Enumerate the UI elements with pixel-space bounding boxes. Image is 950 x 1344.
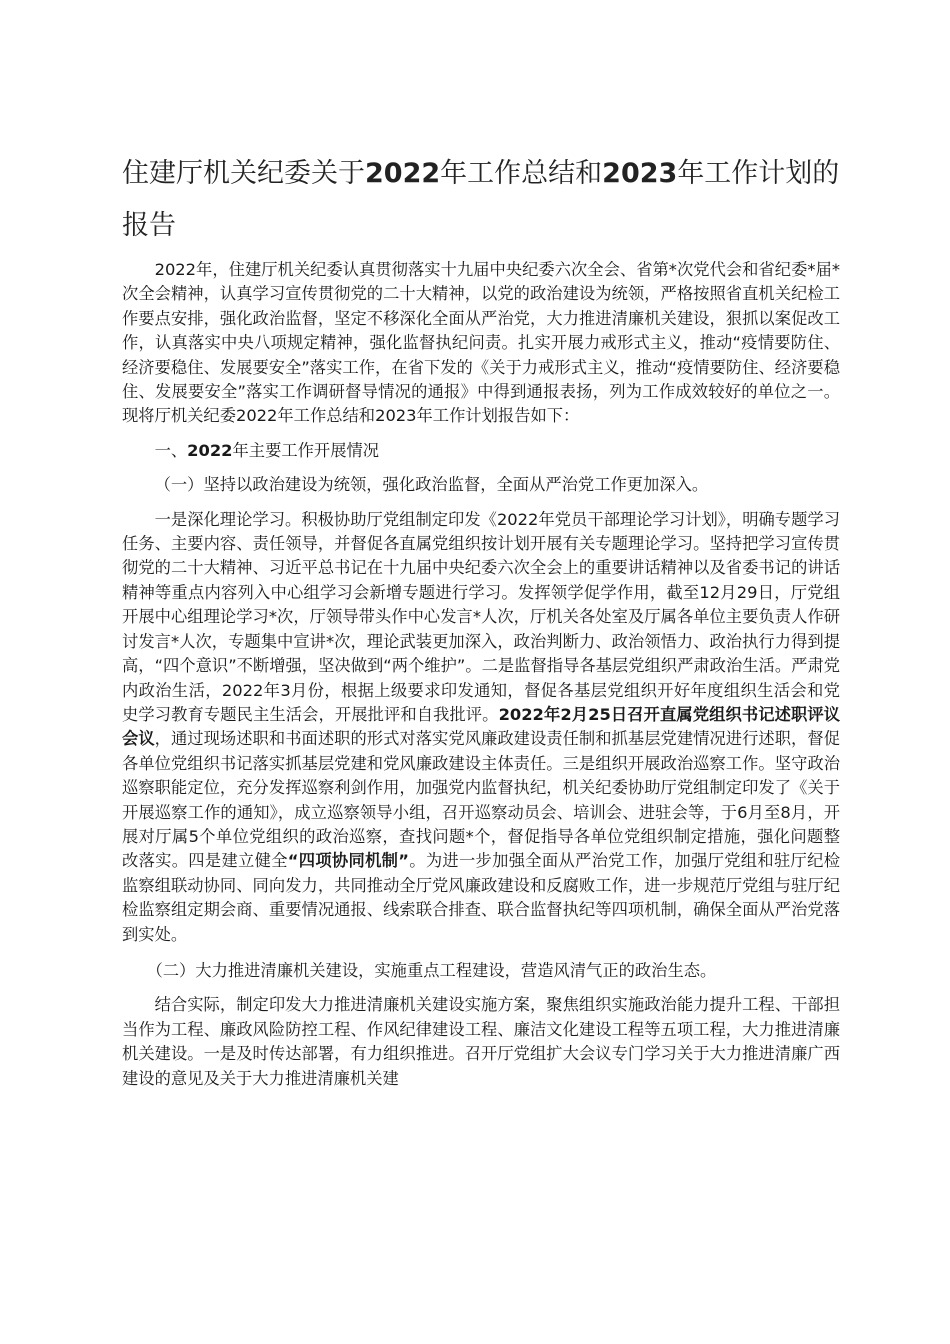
title-year-2022: 2022 bbox=[365, 158, 441, 189]
subsection-1-text-b: 2022年2月25日召开直属党组织书记述职评议会议 bbox=[122, 704, 840, 749]
subsection-2-paragraph: 结合实际，制定印发大力推进清廉机关建设实施方案，聚焦组织实施政治能力提升工程、干部担当作为工程、廉政风险防控工程、作风纪律建设工程、廉洁文化建设工程等五项工程，大力推进清廉机关建设。一是及时传达部署，有力组织推进。召开厅党组扩大会议专门学习关于大力推进清廉广西建设的意见及关于大力推进清廉机关建 bbox=[122, 995, 840, 1088]
subsection-1-paragraph bbox=[122, 508, 840, 947]
intro-paragraph: 2022年，住建厅机关纪委认真贯彻落实十九届中央纪委六次全会、省第*次党代会和省纪委*届*次全会精神，认真学习宣传贯彻党的二十大精神，以党的政治建设为统领，严格按照省直机关纪检工作要点安排，强化政治监督，坚定不移深化全面从严治党，大力推进清廉机关建设，狠抓以案促改工作，认真落实中央八项规定精神，强化监督执纪问责。扎实开展力戒形式主义，推动“疫情要防住、经济要稳住、发展要安全”落实工作，在省下发的《关于力戒形式主义，推动“疫情要防住、经济要稳住、发展要安全”落实工作调研督导情况的通报》中得到通报表扬，列为工作成效较好的单位之一。现将厅机关纪委2022年工作总结和2023年工作计划报告如下： bbox=[122, 260, 840, 426]
subsection-1-text-c: ，通过现场述职和书面述职的形式对落实党风廉政建设责任制和抓基层党建情况进行述职，督促各单位党组织书记落实抓基层党建和党风廉政建设主体责任。三是组织开展政治巡察工作。坚守政治巡察职能定位，充分发挥巡察利剑作用，加强党内监督执纪，机关纪委协助厅党组制定印发了《关于开展巡察工作的通知》，成立巡察领导小组，召开巡察动员会、培训会、进驻会等，于6月至8月，开展对厅属5个单位党组织的政治巡察，查找问题*个，督促指导各单位党组织制定措施，强化问题整改落实。四是建立健全 bbox=[122, 729, 840, 871]
subsection-1-text-e: 。为进一步加强全面从严治党工作，加强厅党组和驻厅纪检监察组联动协同、同向发力，共同推动全厅党风廉政建设和反腐败工作，进一步规范厅党组与驻厅纪检监察组定期会商、重要情况通报、线索联合排查、联合监督执纪等四项机制，确保全面从严治党落到实处。 bbox=[122, 851, 840, 944]
subsection-1-text-a: 一是深化理论学习。积极协助厅党组制定印发《2022年党员干部理论学习计划》，明确专题学习任务、主要内容、责任领导，并督促各直属党组织按计划开展有关专题理论学习。坚持把学习宣传贯彻党的二十大精神、习近平总书记在十九届中央纪委六次全会上的重要讲话精神以及省委书记的讲话精神等重点内容列入中心组学习会新增专题进行学习。发挥领学促学作用，截至12月29日，厅党组开展中心组理论学习*次，厅领导带头作中心发言*人次，厅机关各处室及厅属各单位主要负责人作研讨发言*人次，专题集中宣讲*次，理论武装更加深入，政治判断力、政治领悟力、政治执行力得到提高，“四个意识”不断增强，坚决做到“两个维护”。二是监督指导各基层党组织严肃政治生活。严肃党内政治生活，2022年3月份，根据上级要求印发通知，督促各基层党组织开好年度组织生活会和党史学习教育专题民主生活会，开展批评和自我批评。 bbox=[122, 509, 840, 724]
title-part-3: 年工作计划的报告 bbox=[122, 158, 840, 241]
subsection-2-heading: （二）大力推进清廉机关建设，实施重点工程建设，营造风清气正的政治生态。 bbox=[146, 960, 717, 980]
title-year-2023: 2023 bbox=[602, 158, 678, 189]
subsection-1-text-d: “四项协同机制” bbox=[287, 851, 409, 871]
section-1-heading-text: 年主要工作开展情况 bbox=[232, 440, 380, 460]
document-body bbox=[122, 258, 840, 1091]
section-1-heading-prefix: 一、 bbox=[154, 440, 188, 460]
title-part-1: 住建厅机关纪委关于 bbox=[122, 158, 365, 189]
title-part-2: 年工作总结和 bbox=[440, 158, 603, 189]
subsection-1-heading: （一）坚持以政治建设为统领，强化政治监督，全面从严治党工作更加深入。 bbox=[154, 475, 709, 495]
section-1-heading bbox=[122, 439, 840, 463]
document-title bbox=[122, 148, 842, 252]
section-1-heading-year: 2022 bbox=[187, 440, 233, 460]
